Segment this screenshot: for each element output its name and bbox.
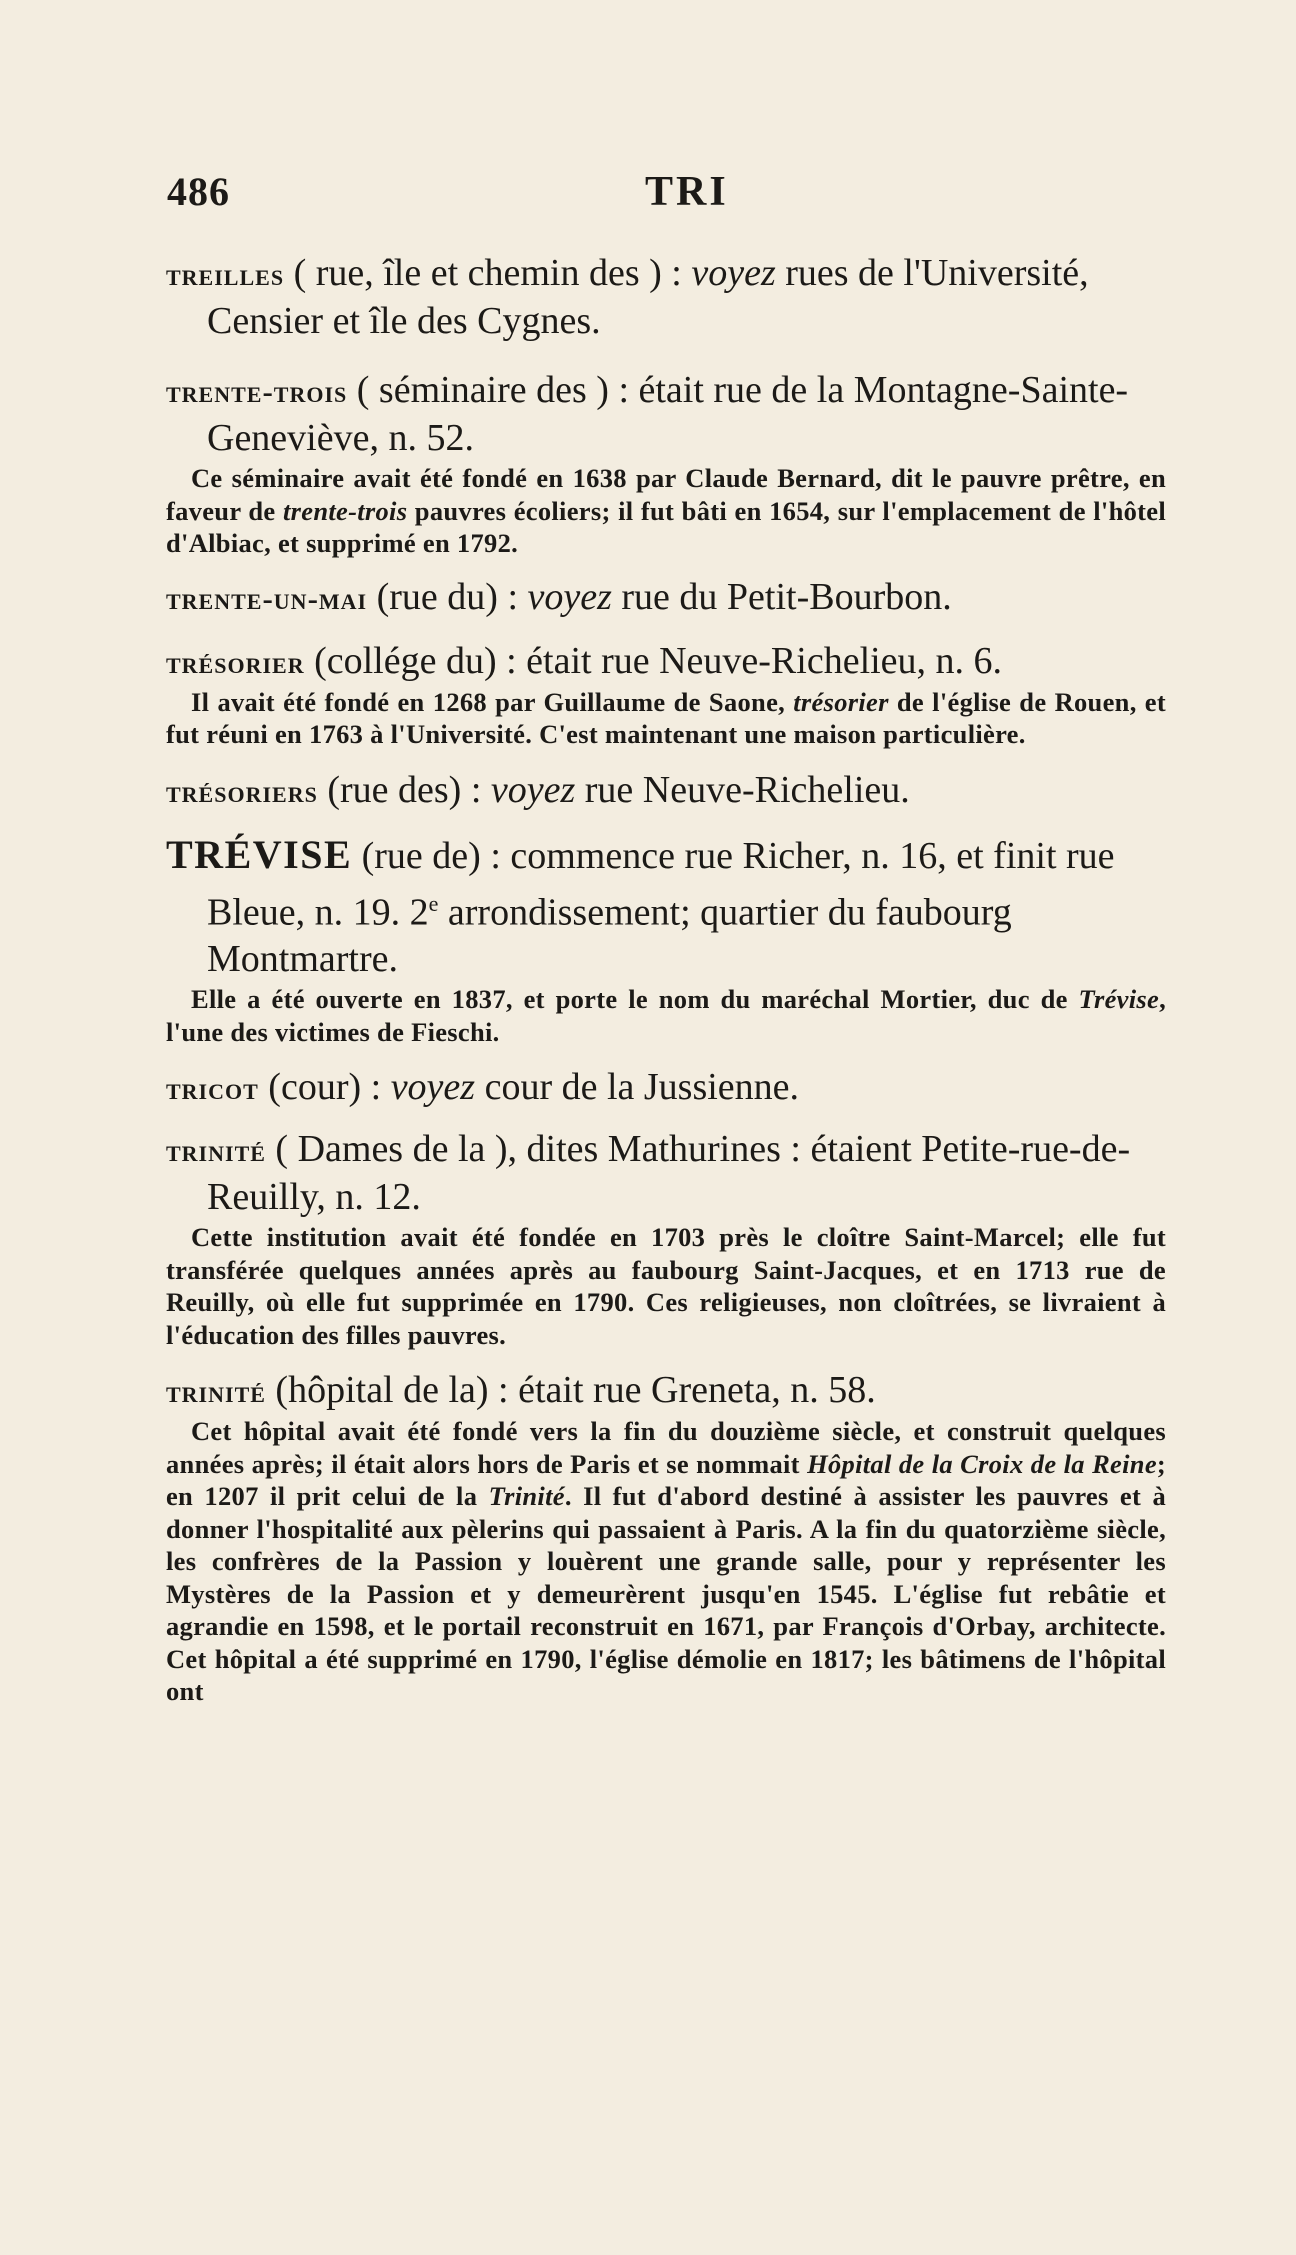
entry-text-continued: cour de la Jussienne. bbox=[475, 1066, 800, 1109]
entry-text: (collége du) : était rue Neuve-Richelieu, n. 6. bbox=[304, 639, 1003, 682]
entry-note: Cette institution avait été fondée en 1703 près le cloître Saint-Marcel; elle fut transférée quelques années après au faubourg Saint-Jacques, et en 1713 rue de Reuilly, où elle fut supprimée en 1790. Ces religieuses, non cloîtrées, se livraient à l'éducation des filles pauvres. bbox=[166, 1222, 1166, 1350]
running-head: TRI bbox=[645, 169, 729, 215]
page-header bbox=[0, 168, 1296, 228]
entry-text: (rue des) : bbox=[317, 768, 491, 811]
dictionary-entries bbox=[166, 250, 1166, 1708]
entry-headword: treilles bbox=[166, 257, 285, 292]
entry-text: ( rue, île et chemin des ) : bbox=[284, 252, 692, 294]
entry-headword: trinité bbox=[166, 1374, 266, 1410]
ordinal-superscript: e bbox=[428, 890, 439, 916]
entry-text-continued: rue Neuve-Richelieu. bbox=[575, 768, 910, 811]
see-reference: voyez bbox=[691, 252, 776, 294]
entry-note: Cet hôpital avait été fondé vers la fin du douzième siècle, et construit quelques années après; il était alors hors de Paris et se nommait Hôpital de la Croix de la Reine; en 1207 il prit celui de la Trinité. Il fut d'abord destiné à assister les pauvres et à donner l'hospitalité aux pèlerins qui passaient à Paris. A la fin du quatorzième siècle, les confrères de la Passion y louèrent une grande salle, pour y représenter les Mystères de la Passion et y demeurèrent jusqu'en 1545. L'église fut rebâtie et agrandie en 1598, et le portail reconstruit en 1671, par François d'Orbay, architecte. Cet hôpital a été supprimé en 1790, l'église démolie en 1817; les bâtimens de l'hôpital ont bbox=[166, 1416, 1167, 1707]
entry-note: Ce séminaire avait été fondé en 1638 par Claude Bernard, dit le pauvre prêtre, en faveur de trente-trois pauvres écoliers; il fut bâti en 1654, sur l'emplacement de l'hôtel d'Albiac, et supprimé en 1792. bbox=[166, 463, 1167, 558]
entry-headword: trinité bbox=[166, 1133, 266, 1169]
entry-text: (hôpital de la) : était rue Greneta, n. 58. bbox=[265, 1369, 876, 1412]
entry-trinite-hopital bbox=[166, 1367, 1166, 1708]
entry-note: Elle a été ouverte en 1837, et porte le nom du maréchal Mortier, duc de Trévise, l'une des victimes de Fieschi. bbox=[166, 984, 1166, 1047]
see-reference: voyez bbox=[490, 768, 576, 811]
entry-text: (rue du) : bbox=[367, 575, 528, 618]
entry-text-continued: arrondissement; quartier du faubourg Montmartre. bbox=[207, 891, 1012, 981]
see-reference: voyez bbox=[390, 1066, 476, 1109]
entry-trente-trois bbox=[166, 367, 1166, 560]
entry-tresorier bbox=[166, 638, 1166, 751]
entry-headword: tricot bbox=[166, 1071, 259, 1107]
entry-tricot bbox=[166, 1064, 1166, 1112]
entry-trinite-dames bbox=[166, 1126, 1166, 1351]
entry-headword: trésoriers bbox=[166, 773, 318, 809]
entry-trente-un-mai bbox=[166, 574, 1166, 622]
entry-text: (cour) : bbox=[258, 1066, 391, 1109]
entry-headword: trésorier bbox=[166, 644, 305, 680]
entry-tresoriers bbox=[166, 767, 1166, 815]
entry-headword: trente-un-mai bbox=[166, 580, 368, 616]
entry-text-continued: rues de l'Université, Censier et île des Cygnes. bbox=[207, 252, 1089, 342]
entry-headword: trente-trois bbox=[166, 374, 348, 409]
entry-treilles bbox=[166, 250, 1166, 345]
entry-text-continued: rue du Petit-Bourbon. bbox=[611, 575, 952, 618]
entry-text: (rue de) : commence rue Richer, n. 16, et finit rue Bleue, n. 19. 2 bbox=[207, 834, 1115, 934]
entry-trevise bbox=[166, 831, 1166, 1049]
entry-note: Il avait été fondé en 1268 par Guillaume de Saone, trésorier de l'église de Rouen, et fut réuni en 1763 à l'Université. C'est maintenant une maison particulière. bbox=[166, 686, 1166, 749]
entry-text: ( Dames de la ), dites Mathurines : étaient Petite-rue-de-Reuilly, n. 12. bbox=[207, 1128, 1131, 1219]
see-reference: voyez bbox=[527, 575, 612, 618]
entry-text: ( séminaire des ) : était rue de la Montagne-Sainte-Geneviève, n. 52. bbox=[207, 369, 1129, 459]
page-number: 486 bbox=[167, 169, 230, 214]
entry-headword: TRÉVISE bbox=[166, 831, 353, 877]
